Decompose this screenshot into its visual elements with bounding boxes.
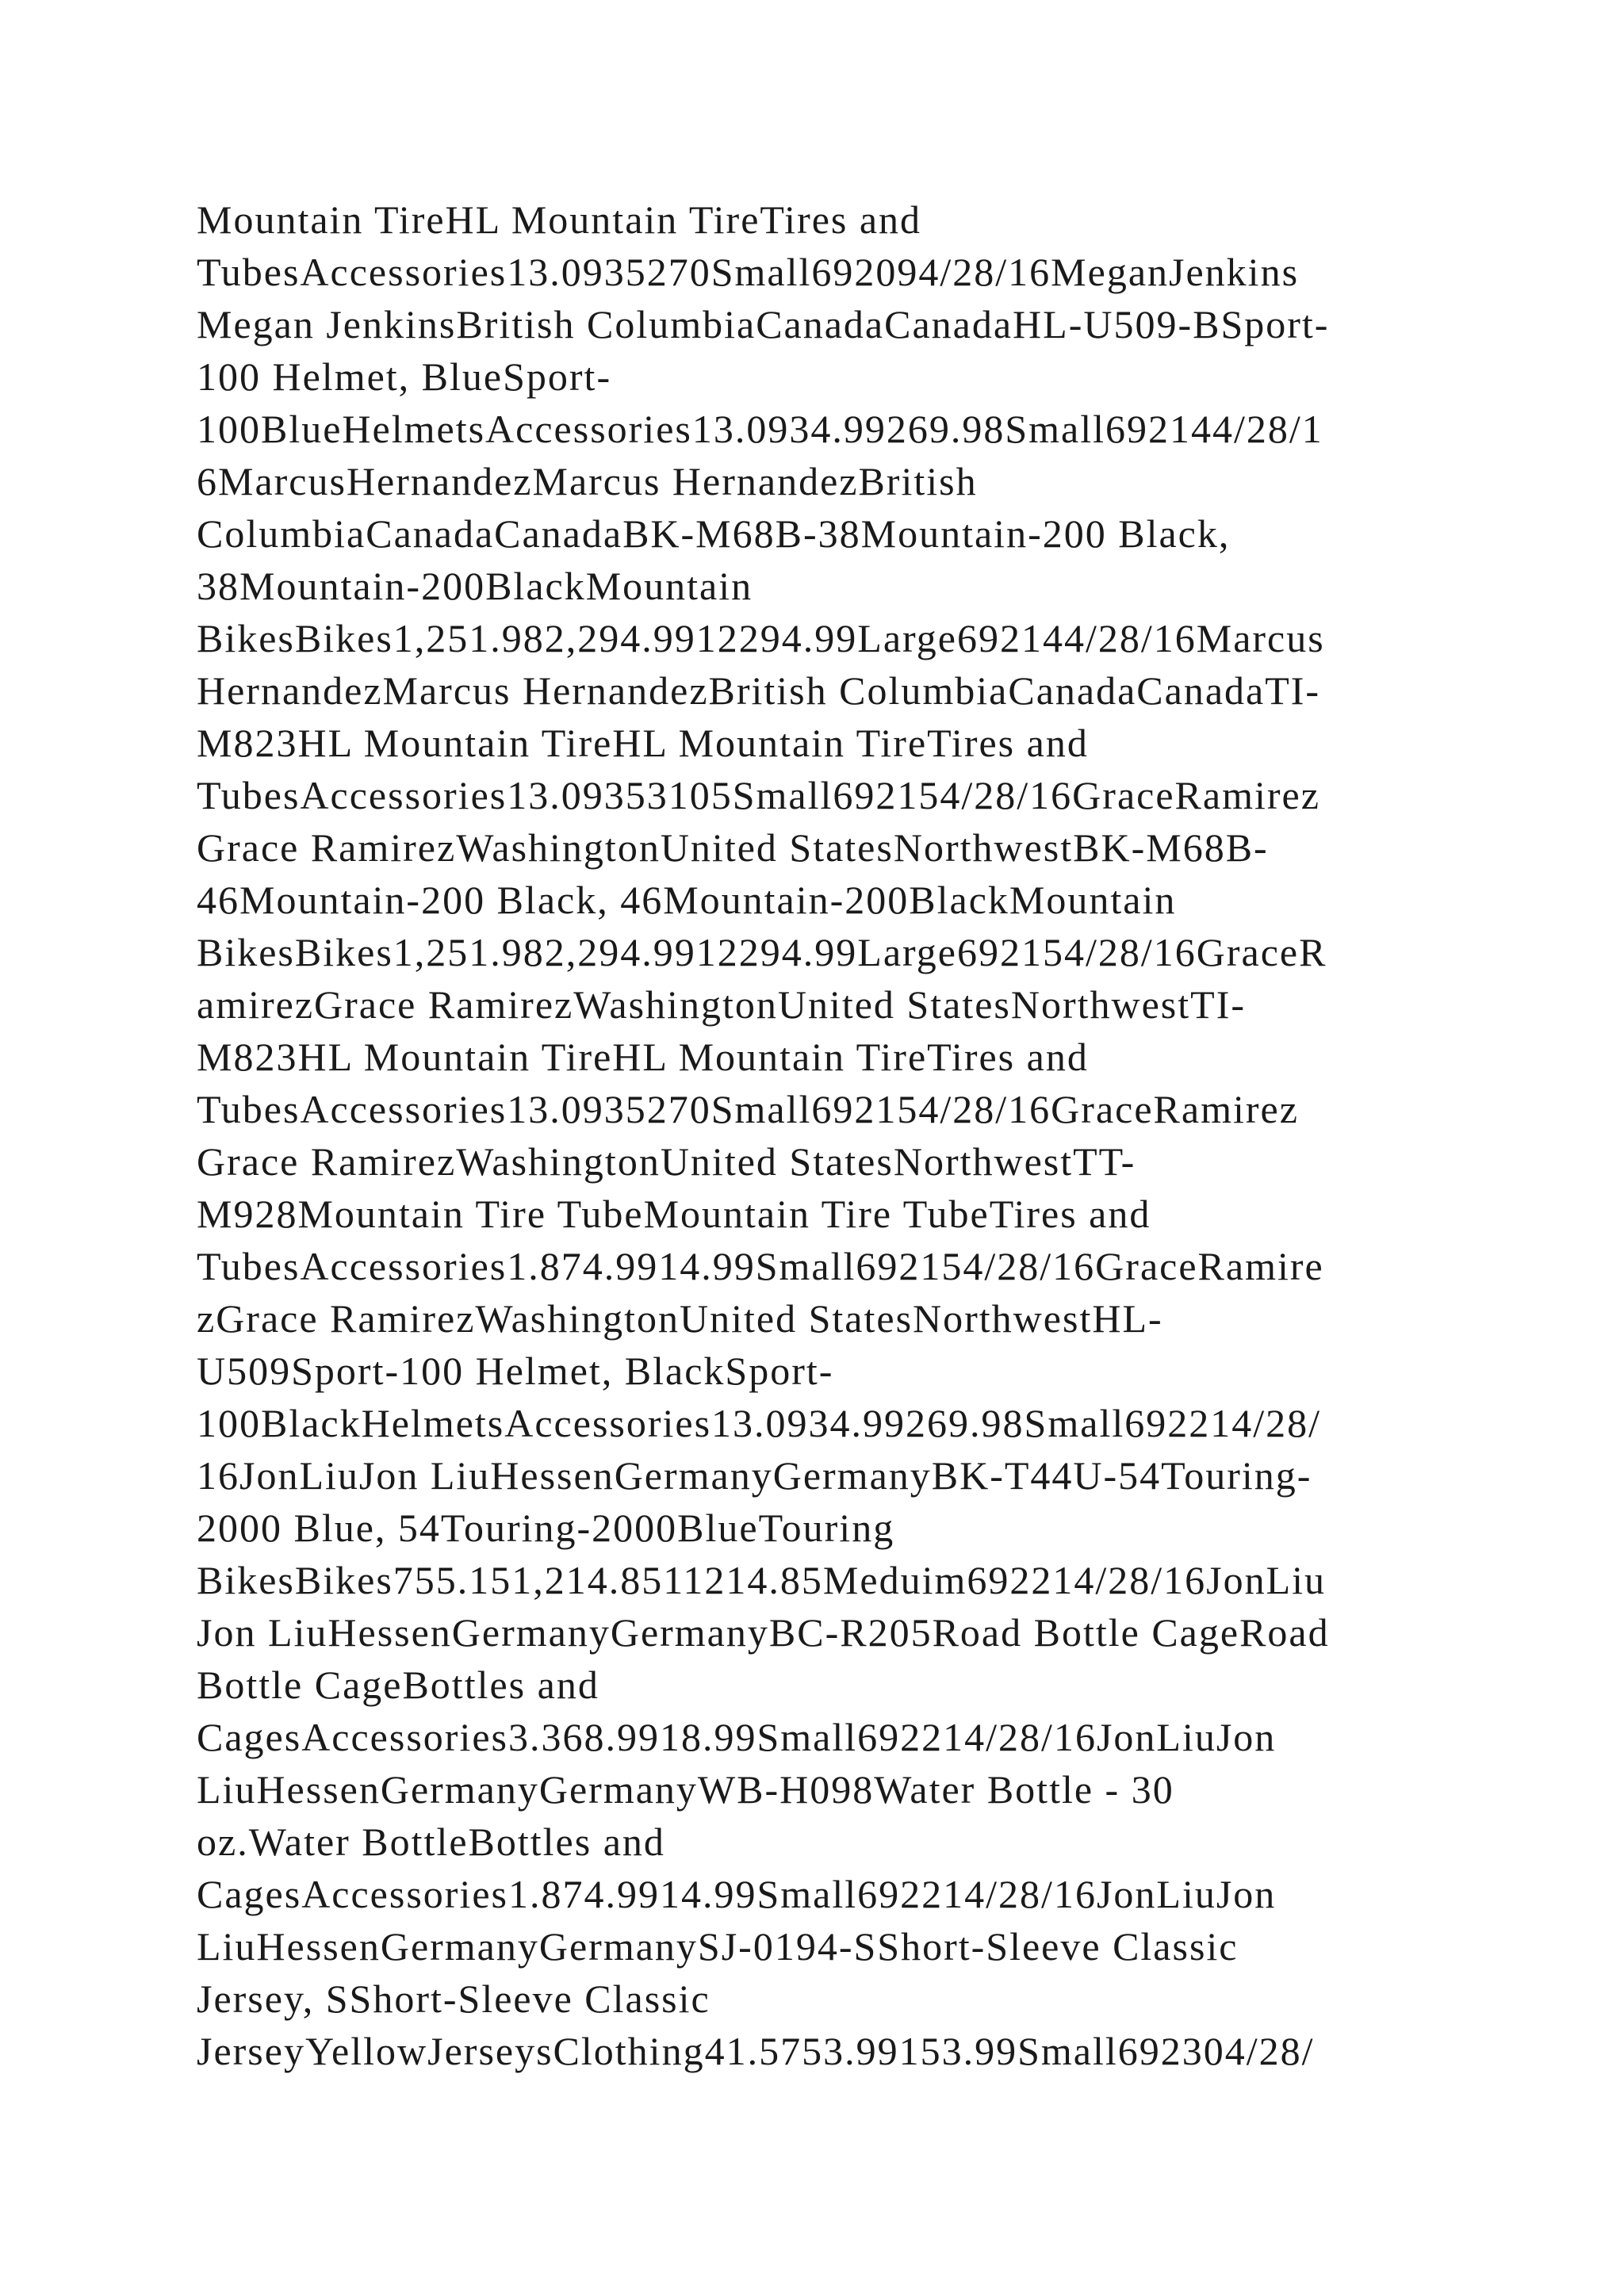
text-line: ColumbiaCanadaCanadaBK-M68B-38Mountain-200 Black, [197,511,1231,556]
text-line: Grace RamirezWashingtonUnited StatesNorthwestTT- [197,1139,1136,1184]
text-line: BikesBikes1,251.982,294.9912294.99Large692144/28/16Marcus [197,616,1325,660]
text-line: BikesBikes1,251.982,294.9912294.99Large692154/28/16GraceR [197,930,1327,974]
text-line: 16JonLiuJon LiuHessenGermanyGermanyBK-T44U-54Touring- [197,1453,1312,1498]
text-line: CagesAccessories1.874.9914.99Small692214/28/16JonLiuJon [197,1872,1277,1916]
text-line: JerseyYellowJerseysClothing41.5753.99153.99Small692304/28/ [197,2029,1315,2073]
text-line: 46Mountain-200 Black, 46Mountain-200BlackMountain [197,878,1177,922]
text-line: TubesAccessories13.09353105Small692154/28/16GraceRamirez [197,773,1320,817]
text-line: 6MarcusHernandezMarcus HernandezBritish [197,459,978,503]
text-line: 100 Helmet, BlueSport- [197,354,612,399]
text-line: M823HL Mountain TireHL Mountain TireTires and [197,721,1089,765]
text-line: Jersey, SShort-Sleeve Classic [197,1976,710,2021]
text-line: Bottle CageBottles and [197,1663,599,1707]
text-line: Mountain TireHL Mountain TireTires and [197,197,922,242]
text-line: U509Sport-100 Helmet, BlackSport- [197,1349,834,1393]
text-line: Megan JenkinsBritish ColumbiaCanadaCanadaHL-U509-BSport- [197,302,1330,346]
text-line: oz.Water BottleBottles and [197,1820,665,1864]
text-line: M823HL Mountain TireHL Mountain TireTires and [197,1035,1089,1079]
text-line: TubesAccessories13.0935270Small692094/28/16MeganJenkins [197,250,1300,294]
text-line: 100BlackHelmetsAccessories13.0934.99269.98Small692214/28/ [197,1401,1322,1445]
text-line: CagesAccessories3.368.9918.99Small692214/28/16JonLiuJon [197,1715,1277,1759]
text-line: amirezGrace RamirezWashingtonUnited StatesNorthwestTI- [197,982,1246,1027]
text-line: 38Mountain-200BlackMountain [197,564,753,608]
text-line: BikesBikes755.151,214.8511214.85Meduim692214/28/16JonLiu [197,1558,1327,1602]
text-line: 100BlueHelmetsAccessories13.0934.99269.98Small692144/28/1 [197,407,1323,451]
text-line: TubesAccessories1.874.9914.99Small692154/28/16GraceRamire [197,1244,1324,1288]
text-line: Grace RamirezWashingtonUnited StatesNorthwestBK-M68B- [197,825,1269,870]
text-line: TubesAccessories13.0935270Small692154/28/16GraceRamirez [197,1087,1299,1131]
text-line: M928Mountain Tire TubeMountain Tire TubeTires and [197,1192,1151,1236]
text-line: 2000 Blue, 54Touring-2000BlueTouring [197,1506,895,1550]
document-body-text [197,193,1465,2077]
text-line: LiuHessenGermanyGermanySJ-0194-SShort-Sleeve Classic [197,1924,1239,1969]
text-line: HernandezMarcus HernandezBritish ColumbiaCanadaCanadaTI- [197,668,1321,713]
text-line: LiuHessenGermanyGermanyWB-H098Water Bottle - 30 [197,1767,1174,1812]
text-line: Jon LiuHessenGermanyGermanyBC-R205Road Bottle CageRoad [197,1610,1330,1655]
text-line: zGrace RamirezWashingtonUnited StatesNorthwestHL- [197,1296,1163,1341]
